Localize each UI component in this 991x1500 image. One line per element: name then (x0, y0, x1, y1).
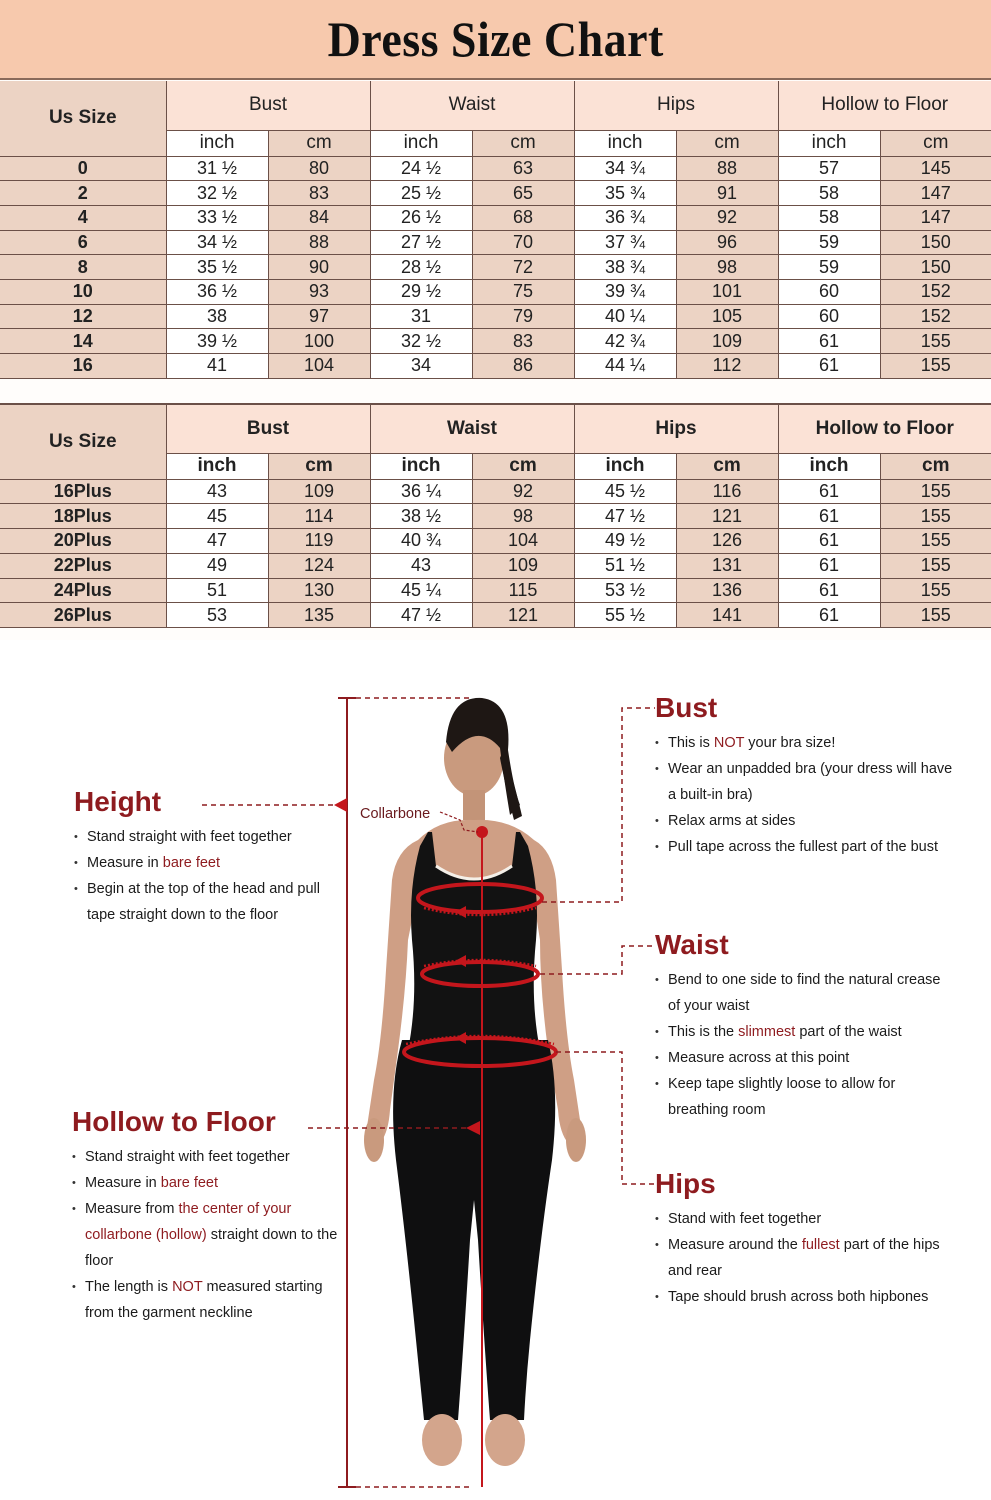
plus-table-body (0, 479, 991, 628)
measurement-cell: 119 (268, 529, 370, 554)
unit-header: cm (472, 130, 574, 156)
measurement-cell: 61 (778, 329, 880, 354)
bust-header: Bust (166, 404, 370, 453)
hollow-to-floor-header: Hollow to Floor (778, 404, 991, 453)
table-row (0, 156, 991, 181)
bullet-text: Tape should brush across both hipbones (668, 1289, 929, 1305)
measurement-cell: 145 (880, 156, 991, 181)
measurement-cell: 105 (676, 304, 778, 329)
height-bullets (74, 824, 344, 928)
measurement-cell: 25 ½ (370, 181, 472, 206)
measurement-cell: 38 ¾ (574, 255, 676, 280)
unit-header: cm (880, 453, 991, 479)
measurement-cell: 80 (268, 156, 370, 181)
bullet-text: straight down to the floor (85, 1227, 338, 1269)
measurement-cell: 150 (880, 255, 991, 280)
bullet-text: part of the hips and rear (668, 1237, 940, 1279)
instruction-bullet (655, 1071, 955, 1123)
bullet-text: Stand straight with feet together (87, 829, 292, 845)
measurement-cell: 29 ½ (370, 279, 472, 304)
measurement-cell: 147 (880, 205, 991, 230)
hollow-to-floor-title: Hollow to Floor (72, 1106, 276, 1137)
table-row (0, 603, 991, 628)
measurement-cell: 45 ¼ (370, 578, 472, 603)
table-row (0, 255, 991, 280)
measurement-cell: 84 (268, 205, 370, 230)
bullet-text: Measure across at this point (668, 1050, 850, 1066)
measurement-cell: 86 (472, 354, 574, 379)
highlighted-text: bare feet (160, 1175, 219, 1191)
instruction-bullet (74, 876, 344, 928)
measurement-cell: 152 (880, 304, 991, 329)
hollow-to-floor-header: Hollow to Floor (778, 81, 991, 130)
unit-header: cm (676, 453, 778, 479)
instruction-bullet (655, 1284, 955, 1310)
measurement-cell: 61 (778, 479, 880, 504)
collarbone-label: Collarbone (360, 806, 431, 822)
measurement-cell: 61 (778, 578, 880, 603)
unit-header: inch (370, 453, 472, 479)
measurement-cell: 98 (472, 504, 574, 529)
bullet-text: Measure in (85, 1175, 161, 1191)
measurement-cell: 43 (370, 553, 472, 578)
measurement-cell: 45 (166, 504, 268, 529)
bullet-text: part of the waist (795, 1024, 902, 1040)
instruction-bullet (655, 1206, 955, 1232)
measurement-cell: 60 (778, 279, 880, 304)
measurement-cell: 58 (778, 181, 880, 206)
waist-title: Waist (655, 929, 729, 960)
measurement-cell: 104 (472, 529, 574, 554)
size-cell: 16Plus (0, 479, 166, 504)
measurement-cell: 61 (778, 603, 880, 628)
table-row (0, 578, 991, 603)
instruction-bullet (655, 1232, 955, 1284)
instruction-bullet (655, 730, 955, 756)
measurement-cell: 114 (268, 504, 370, 529)
us-size-header: Us Size (0, 81, 166, 156)
table-row (0, 479, 991, 504)
instruction-bullet (655, 808, 955, 834)
measurement-cell: 88 (268, 230, 370, 255)
measurement-cell: 40 ¾ (370, 529, 472, 554)
height-title: Height (74, 786, 162, 817)
page-title: Dress Size Chart (327, 11, 664, 67)
bullet-text: measured starting from the garment neckline (85, 1279, 323, 1321)
hips-header: Hips (574, 404, 778, 453)
height-section (74, 788, 344, 928)
measurement-cell: 115 (472, 578, 574, 603)
measurement-cell: 36 ¼ (370, 479, 472, 504)
measurement-cell: 155 (880, 354, 991, 379)
measurement-cell: 59 (778, 255, 880, 280)
highlighted-text: bare feet (162, 855, 221, 871)
measurement-cell: 58 (778, 205, 880, 230)
measurement-cell: 31 ½ (166, 156, 268, 181)
unit-header: inch (166, 130, 268, 156)
measurement-cell: 152 (880, 279, 991, 304)
highlighted-text: NOT (713, 735, 745, 751)
bullet-text: The length is (85, 1279, 173, 1295)
measurement-cell: 31 (370, 304, 472, 329)
size-cell: 26Plus (0, 603, 166, 628)
measurement-cell: 97 (268, 304, 370, 329)
measurement-cell: 100 (268, 329, 370, 354)
table-row (0, 205, 991, 230)
measurement-cell: 155 (880, 329, 991, 354)
measurement-cell: 93 (268, 279, 370, 304)
instruction-bullet (655, 756, 955, 808)
measurement-cell: 150 (880, 230, 991, 255)
size-cell: 22Plus (0, 553, 166, 578)
measurement-cell: 61 (778, 529, 880, 554)
bullet-text: Begin at the top of the head and pull tape straight down to the floor (87, 881, 320, 923)
size-cell: 18Plus (0, 504, 166, 529)
us-size-header: Us Size (0, 404, 166, 479)
measurement-cell: 70 (472, 230, 574, 255)
instruction-bullet (72, 1196, 347, 1274)
measurement-cell: 40 ¼ (574, 304, 676, 329)
highlighted-text: the center of your collarbone (hollow) (85, 1201, 292, 1243)
measurement-cell: 98 (676, 255, 778, 280)
instruction-bullet (655, 834, 955, 860)
measurement-cell: 96 (676, 230, 778, 255)
measurement-cell: 155 (880, 529, 991, 554)
hips-bullets (655, 1206, 955, 1310)
unit-header: inch (778, 130, 880, 156)
measurement-cell: 36 ¾ (574, 205, 676, 230)
measurement-cell: 79 (472, 304, 574, 329)
measurement-cell: 109 (268, 479, 370, 504)
measurement-cell: 45 ½ (574, 479, 676, 504)
size-cell: 0 (0, 156, 166, 181)
measurement-cell: 41 (166, 354, 268, 379)
hips-section (655, 1170, 955, 1310)
measurement-cell: 135 (268, 603, 370, 628)
measurement-cell: 155 (880, 504, 991, 529)
measurement-cell: 28 ½ (370, 255, 472, 280)
measurement-cell: 72 (472, 255, 574, 280)
hips-title: Hips (655, 1168, 716, 1199)
instruction-bullet (74, 850, 344, 876)
measurement-cell: 83 (268, 181, 370, 206)
table-row (0, 329, 991, 354)
measurement-cell: 155 (880, 553, 991, 578)
measurement-cell: 131 (676, 553, 778, 578)
waist-header: Waist (370, 404, 574, 453)
table-row (0, 354, 991, 379)
measurement-cell: 104 (268, 354, 370, 379)
measurement-cell: 116 (676, 479, 778, 504)
measurement-cell: 39 ¾ (574, 279, 676, 304)
measurement-cell: 37 ¾ (574, 230, 676, 255)
unit-header: inch (574, 453, 676, 479)
measurement-cell: 61 (778, 354, 880, 379)
measurement-cell: 42 ¾ (574, 329, 676, 354)
measurement-cell: 35 ¾ (574, 181, 676, 206)
unit-header: cm (268, 130, 370, 156)
measurement-cell: 88 (676, 156, 778, 181)
measurement-cell: 124 (268, 553, 370, 578)
hollow-to-floor-bullets (72, 1144, 347, 1326)
measurement-cell: 38 (166, 304, 268, 329)
measurement-cell: 75 (472, 279, 574, 304)
size-cell: 24Plus (0, 578, 166, 603)
unit-header: inch (574, 130, 676, 156)
measurement-cell: 147 (880, 181, 991, 206)
measurement-cell: 36 ½ (166, 279, 268, 304)
unit-header: cm (676, 130, 778, 156)
measurement-cell: 49 ½ (574, 529, 676, 554)
measurement-cell: 136 (676, 578, 778, 603)
bullet-text: This is (668, 735, 714, 751)
measurement-cell: 155 (880, 603, 991, 628)
bullet-text: Measure around the (668, 1237, 802, 1253)
instruction-bullet (655, 967, 955, 1019)
size-cell: 2 (0, 181, 166, 206)
bust-header: Bust (166, 81, 370, 130)
measurement-cell: 32 ½ (370, 329, 472, 354)
measurement-cell: 130 (268, 578, 370, 603)
measurement-cell: 34 (370, 354, 472, 379)
measurement-cell: 44 ¼ (574, 354, 676, 379)
measurement-cell: 57 (778, 156, 880, 181)
highlighted-text: slimmest (738, 1024, 796, 1040)
bullet-text: Stand with feet together (668, 1211, 822, 1227)
size-cell: 8 (0, 255, 166, 280)
instruction-bullet (72, 1274, 347, 1326)
measurement-cell: 53 (166, 603, 268, 628)
size-cell: 16 (0, 354, 166, 379)
unit-header: cm (268, 453, 370, 479)
measurement-cell: 51 ½ (574, 553, 676, 578)
measurement-cell: 35 ½ (166, 255, 268, 280)
bullet-text: Wear an unpadded bra (your dress will have a built-in bra) (668, 761, 953, 803)
measurement-cell: 43 (166, 479, 268, 504)
hollow-to-floor-section (72, 1108, 347, 1326)
measurement-cell: 34 ½ (166, 230, 268, 255)
measurement-cell: 55 ½ (574, 603, 676, 628)
measurement-cell: 65 (472, 181, 574, 206)
measurement-cell: 32 ½ (166, 181, 268, 206)
measurement-cell: 60 (778, 304, 880, 329)
measurement-cell: 92 (676, 205, 778, 230)
waist-section (655, 931, 955, 1123)
measurement-cell: 39 ½ (166, 329, 268, 354)
highlighted-text: fullest (801, 1237, 840, 1253)
measurement-cell: 155 (880, 578, 991, 603)
unit-header: cm (880, 130, 991, 156)
table-row (0, 504, 991, 529)
bullet-text: your bra size! (744, 735, 836, 751)
instruction-bullet (74, 824, 344, 850)
bust-section (655, 694, 955, 860)
measurement-cell: 141 (676, 603, 778, 628)
bust-title: Bust (655, 692, 718, 723)
unit-header: inch (166, 453, 268, 479)
measurement-cell: 47 (166, 529, 268, 554)
standard-size-table (0, 81, 991, 379)
measurement-cell: 53 ½ (574, 578, 676, 603)
measurement-cell: 38 ½ (370, 504, 472, 529)
measurement-cell: 90 (268, 255, 370, 280)
size-cell: 14 (0, 329, 166, 354)
table-row (0, 529, 991, 554)
bust-bullets (655, 730, 955, 860)
size-cell: 20Plus (0, 529, 166, 554)
hips-header: Hips (574, 81, 778, 130)
measuring-guide (0, 640, 991, 1500)
table-row (0, 230, 991, 255)
size-cell: 12 (0, 304, 166, 329)
measurement-cell: 101 (676, 279, 778, 304)
measurement-cell: 68 (472, 205, 574, 230)
measurement-cell: 26 ½ (370, 205, 472, 230)
measurement-cell: 121 (676, 504, 778, 529)
bullet-text: Keep tape slightly loose to allow for breathing room (668, 1076, 896, 1118)
measurement-cell: 91 (676, 181, 778, 206)
bullet-text: Measure from (85, 1201, 179, 1217)
bullet-text: Stand straight with feet together (85, 1149, 290, 1165)
measurement-cell: 59 (778, 230, 880, 255)
waist-header: Waist (370, 81, 574, 130)
measurement-cell: 33 ½ (166, 205, 268, 230)
measurement-cell: 155 (880, 479, 991, 504)
plus-size-table (0, 403, 991, 628)
bullet-text: Pull tape across the fullest part of the bust (668, 839, 939, 855)
table-row (0, 553, 991, 578)
unit-header: inch (778, 453, 880, 479)
measurement-cell: 61 (778, 553, 880, 578)
measurement-cell: 109 (472, 553, 574, 578)
measurement-cell: 27 ½ (370, 230, 472, 255)
measurement-cell: 83 (472, 329, 574, 354)
size-cell: 6 (0, 230, 166, 255)
unit-header: cm (472, 453, 574, 479)
table-row (0, 181, 991, 206)
measurement-cell: 49 (166, 553, 268, 578)
unit-header: inch (370, 130, 472, 156)
measurement-cell: 51 (166, 578, 268, 603)
size-cell: 4 (0, 205, 166, 230)
table-row (0, 279, 991, 304)
measurement-cell: 47 ½ (574, 504, 676, 529)
bullet-text: Measure in (87, 855, 163, 871)
title-banner (0, 0, 991, 80)
highlighted-text: NOT (172, 1279, 203, 1295)
bullet-text: Relax arms at sides (668, 813, 796, 829)
measurement-cell: 92 (472, 479, 574, 504)
measurement-cell: 126 (676, 529, 778, 554)
measurement-cell: 63 (472, 156, 574, 181)
measurement-cell: 109 (676, 329, 778, 354)
bullet-text: This is the (668, 1024, 739, 1040)
instruction-bullet (72, 1144, 347, 1170)
measurement-cell: 47 ½ (370, 603, 472, 628)
instruction-bullet (72, 1170, 347, 1196)
table-row (0, 304, 991, 329)
measurement-cell: 34 ¾ (574, 156, 676, 181)
instruction-bullet (655, 1019, 955, 1045)
standard-table-body (0, 156, 991, 378)
measurement-cell: 61 (778, 504, 880, 529)
waist-bullets (655, 967, 955, 1123)
bullet-text: Bend to one side to find the natural crease of your waist (668, 972, 941, 1014)
instruction-bullet (655, 1045, 955, 1071)
measurement-cell: 112 (676, 354, 778, 379)
size-cell: 10 (0, 279, 166, 304)
measurement-cell: 121 (472, 603, 574, 628)
measurement-cell: 24 ½ (370, 156, 472, 181)
